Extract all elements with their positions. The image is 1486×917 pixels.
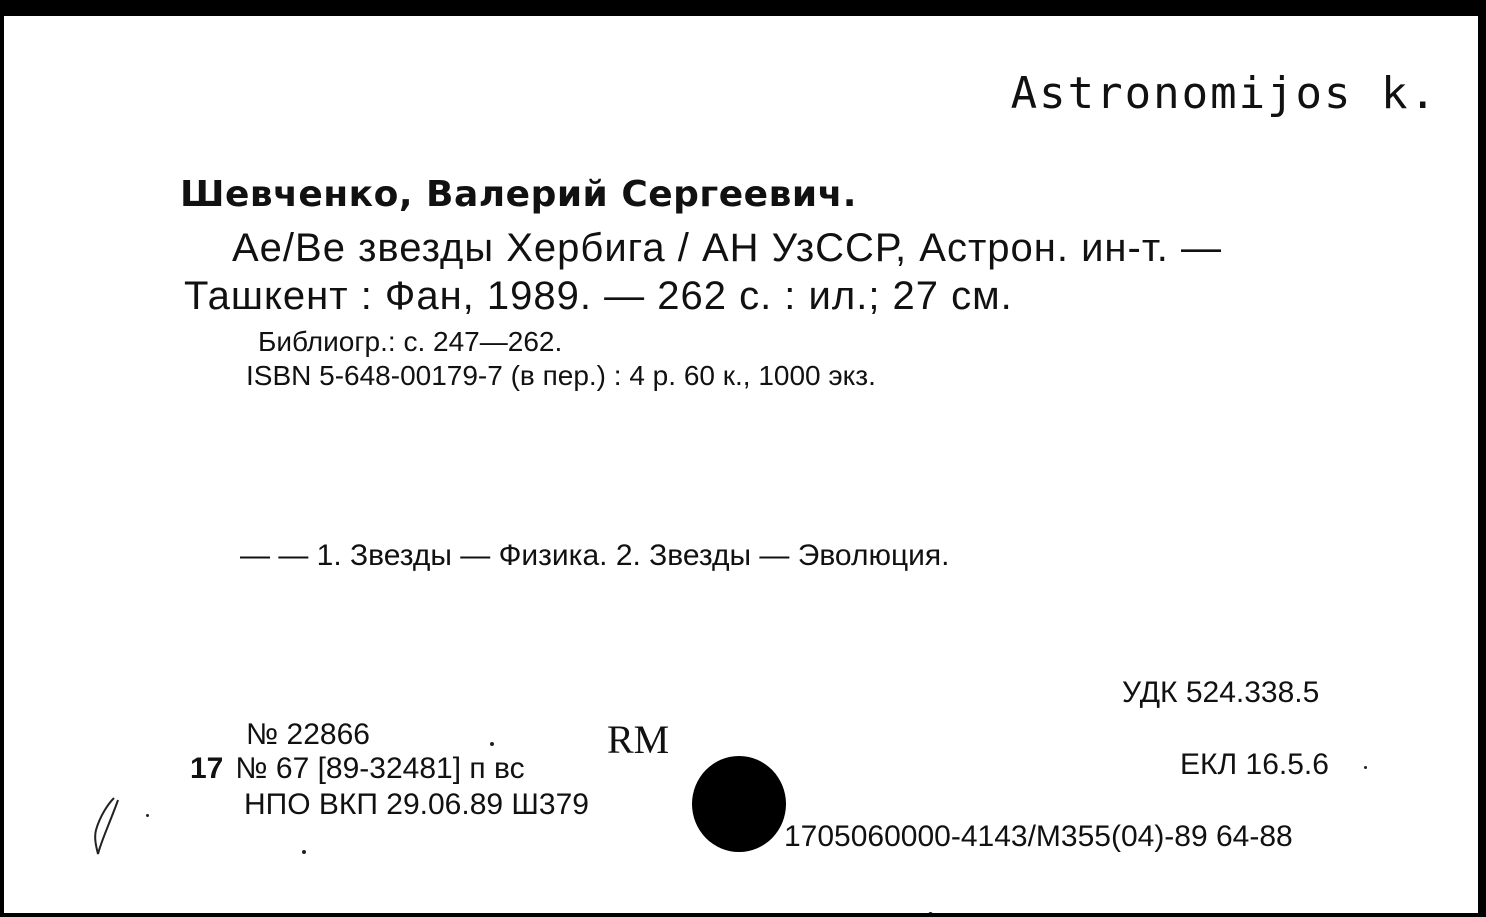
card-header: Astronomijos k. bbox=[1010, 68, 1438, 119]
punched-hole bbox=[692, 756, 786, 852]
dust-speck bbox=[490, 742, 494, 746]
handwritten-mark-icon bbox=[88, 794, 128, 860]
title-line-1: Ae/Be звезды Хербига / АН УзССР, Астрон. ин-т. — bbox=[232, 226, 1222, 270]
order-prefix: 17 bbox=[190, 752, 224, 785]
rm-mark: RM bbox=[607, 717, 670, 762]
dust-speck bbox=[928, 912, 933, 917]
dust-speck bbox=[302, 850, 306, 854]
record-number: № 22866 bbox=[246, 718, 370, 751]
isbn-line: ISBN 5-648-00179-7 (в пер.) : 4 р. 60 к., 1000 экз. bbox=[246, 360, 876, 391]
order-number: № 67 [89-32481] п вс bbox=[235, 752, 525, 785]
title-line-2: Ташкент : Фан, 1989. — 262 с. : ил.; 27 см. bbox=[184, 274, 1013, 318]
dust-speck bbox=[1364, 766, 1367, 769]
dust-speck bbox=[146, 814, 149, 817]
order-line bbox=[190, 752, 525, 786]
publisher-stamp-line: НПО ВКП 29.06.89 Ш379 bbox=[244, 788, 589, 821]
catalog-code: 1705060000-4143/М355(04)-89 64-88 bbox=[784, 820, 1293, 853]
ekl-code: ЕКЛ 16.5.6 bbox=[1180, 748, 1329, 781]
bibliography-note: Библиогр.: с. 247—262. bbox=[258, 326, 563, 357]
subject-headings: — — 1. Звезды — Физика. 2. Звезды — Эволюция. bbox=[240, 539, 950, 572]
udk-code: УДК 524.338.5 bbox=[1122, 676, 1320, 709]
author-name: Шевченко, Валерий Сергеевич. bbox=[180, 174, 857, 215]
